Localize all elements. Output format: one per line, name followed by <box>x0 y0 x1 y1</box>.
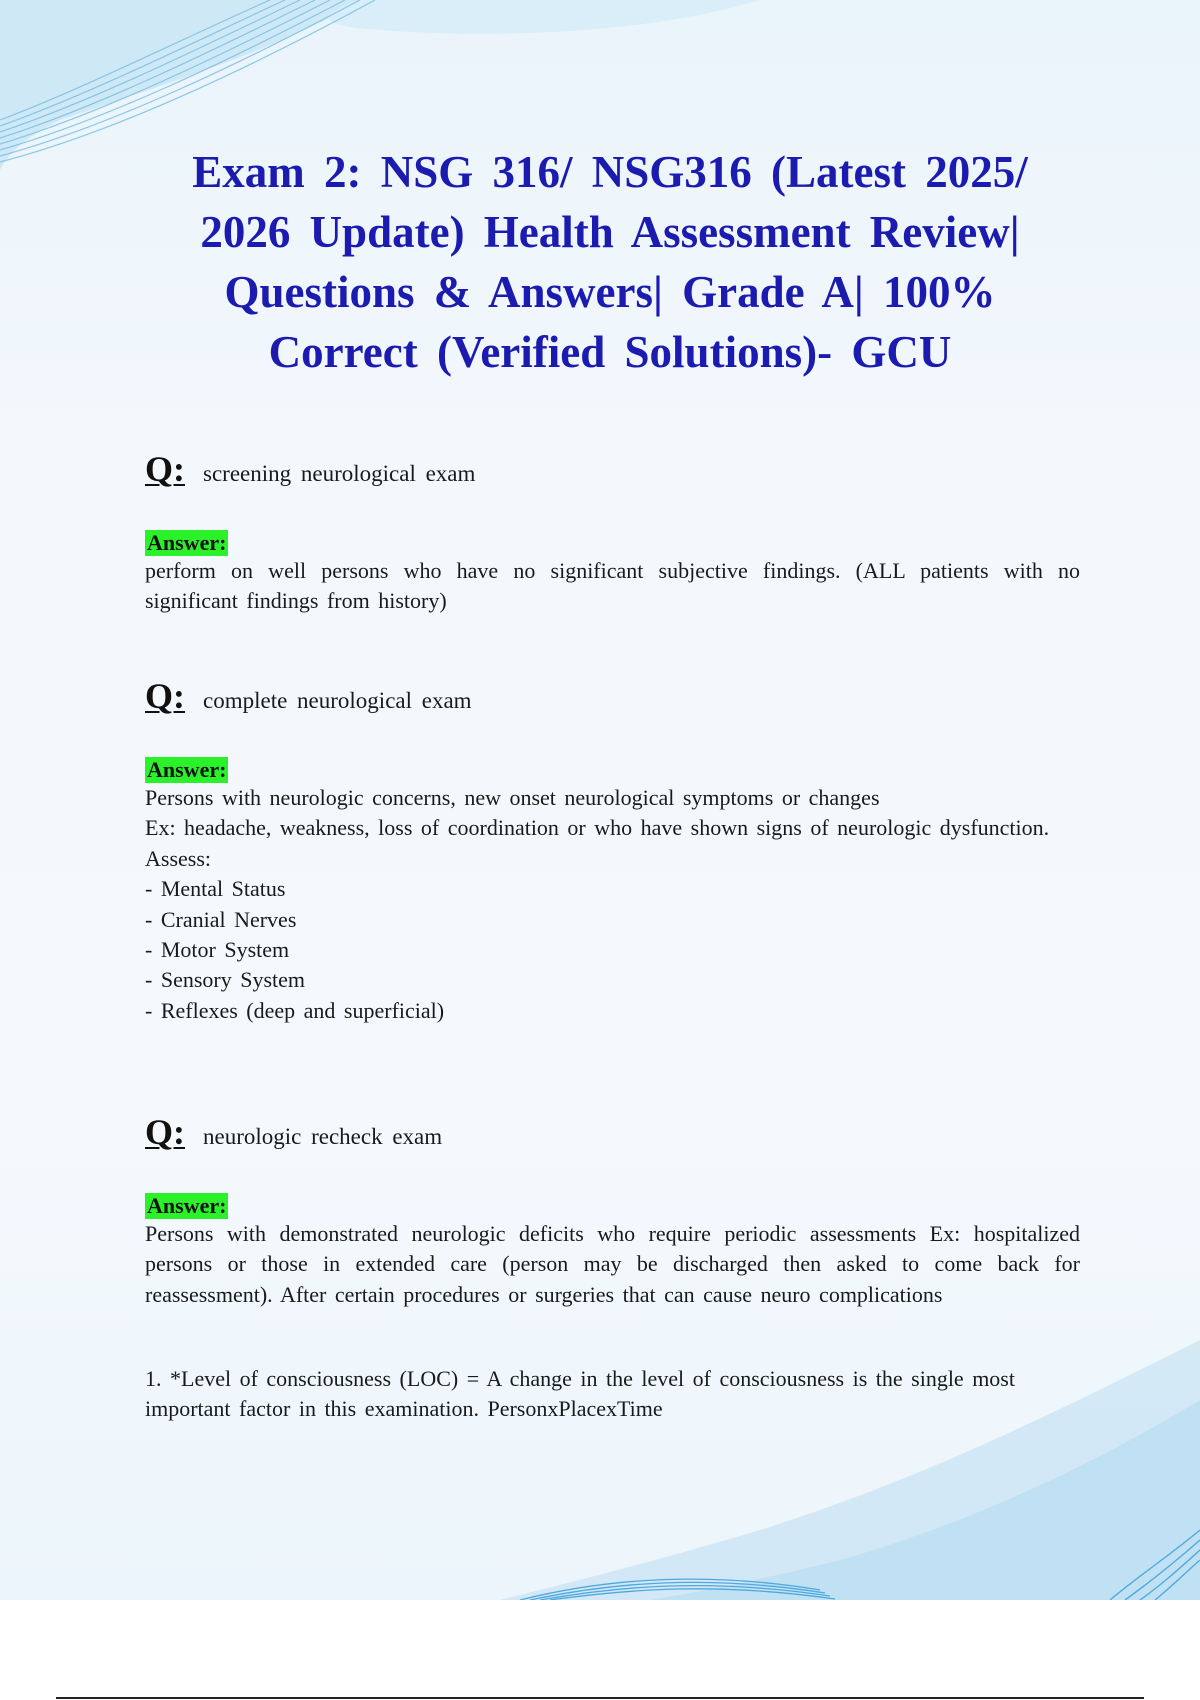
answer-text: perform on well persons who have no significant subjective findings. (ALL patients with no significant findings from history) <box>145 558 1080 614</box>
question-label: Q: <box>145 449 185 489</box>
document-title: Exam 2: NSG 316/ NSG316 (Latest 2025/ 2026 Update) Health Assessment Review| Questions & Answers| Grade A| 100% Correct (Verified Solutions)- GCU <box>192 147 1028 377</box>
answer-text <box>145 783 1080 874</box>
footer-rule <box>56 1697 1144 1699</box>
decorative-wave-bottom-center <box>520 1560 880 1600</box>
question-text: neurologic recheck exam <box>203 1124 443 1149</box>
qa-item <box>145 675 1080 1026</box>
question-text: complete neurological exam <box>203 688 472 713</box>
answer-line: Ex: headache, weakness, loss of coordination or who have shown signs of neurologic dysfunction. <box>145 815 1050 841</box>
list-item: - Sensory System <box>145 965 1080 995</box>
answer-line: Assess: <box>145 845 212 871</box>
answer-label: Answer: <box>147 530 227 555</box>
numbered-note: 1. *Level of consciousness (LOC) = A change in the level of consciousness is the single most important factor in this examination. PersonxPlacexTime <box>145 1366 1015 1422</box>
question-line <box>145 448 1080 488</box>
list-item: - Cranial Nerves <box>145 905 1080 935</box>
question-line <box>145 675 1080 715</box>
list-item: - Mental Status <box>145 874 1080 904</box>
qa-item <box>145 1111 1080 1310</box>
assess-list <box>145 874 1080 1026</box>
answer-line: Persons with neurologic concerns, new onset neurological symptoms or changes <box>145 785 880 810</box>
question-line <box>145 1111 1080 1151</box>
answer-label: Answer: <box>147 757 227 782</box>
question-label: Q: <box>145 1112 185 1152</box>
answer-text: Persons with demonstrated neurologic deficits who require periodic assessments Ex: hospitalized persons or those in extended care (person may be discharged then asked to come back for reassessment). After certain procedures or surgeries that can cause neuro complications <box>145 1221 1080 1307</box>
question-text: screening neurological exam <box>203 461 476 486</box>
question-label: Q: <box>145 676 185 716</box>
list-item: - Motor System <box>145 935 1080 965</box>
list-item: - Reflexes (deep and superficial) <box>145 996 1080 1026</box>
answer-label: Answer: <box>147 1193 227 1218</box>
qa-item <box>145 448 1080 617</box>
